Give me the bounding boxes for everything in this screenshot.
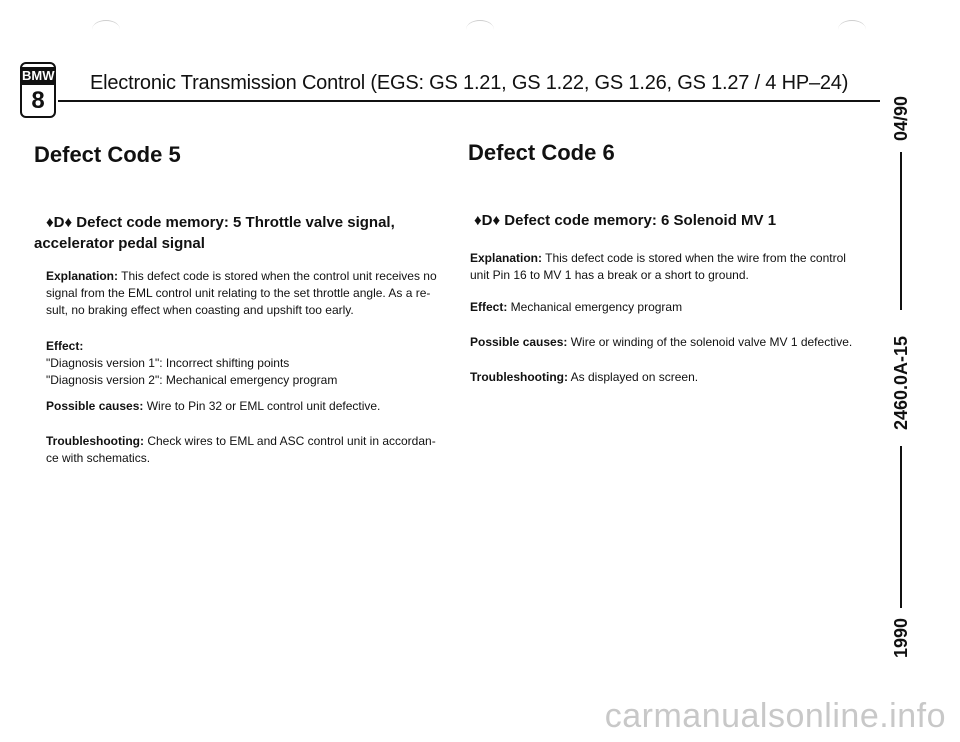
causes-label: Possible causes: bbox=[46, 399, 144, 413]
right-effect: Effect: Mechanical emergency program bbox=[470, 300, 683, 314]
explanation-label: Explanation: bbox=[470, 251, 543, 265]
punch-hole-right bbox=[838, 20, 866, 39]
right-troubleshooting: Troubleshooting: As displayed on screen. bbox=[470, 370, 699, 384]
punch-hole-center bbox=[466, 20, 494, 39]
side-doc-number: 2460.0A-15 bbox=[891, 335, 911, 431]
watermark-text: carmanualsonline.info bbox=[604, 697, 946, 735]
bmw-group-logo bbox=[20, 62, 56, 118]
left-effect: Effect: "Diagnosis version 1": Incorrect shifting points "Diagnosis version 2": Mechanical emergency program bbox=[46, 338, 446, 389]
right-section-title: Defect Code 6 bbox=[468, 140, 615, 165]
explanation-label: Explanation: bbox=[46, 269, 119, 283]
right-explanation: Explanation: This defect code is stored when the wire from the control unit Pin 16 to MV 1 has a break or a short to ground. bbox=[470, 251, 846, 282]
troubleshooting-label: Troubleshooting: bbox=[46, 434, 144, 448]
side-rule-2 bbox=[900, 446, 902, 608]
left-subhead: ♦D♦ Defect code memory: 5 Throttle valve signal, accelerator pedal signal bbox=[34, 214, 395, 252]
troubleshooting-label: Troubleshooting: bbox=[470, 370, 568, 384]
right-causes: Possible causes: Wire or winding of the solenoid valve MV 1 defective. bbox=[470, 335, 853, 349]
page-header-title: Electronic Transmission Control (EGS: GS 1.21, GS 1.22, GS 1.26, GS 1.27 / 4 HP–24) bbox=[90, 72, 849, 94]
effect-label: Effect: bbox=[46, 339, 84, 353]
right-subhead: ♦D♦ Defect code memory: 6 Solenoid MV 1 bbox=[474, 212, 777, 229]
header-divider bbox=[58, 100, 880, 102]
side-rule-1 bbox=[900, 152, 902, 310]
side-date: 04/90 bbox=[891, 95, 911, 141]
left-section-title: Defect Code 5 bbox=[34, 142, 181, 167]
left-causes: Possible causes: Wire to Pin 32 or EML control unit defective. bbox=[46, 399, 381, 413]
side-year: 1990 bbox=[891, 617, 911, 659]
punch-hole-left bbox=[92, 20, 120, 39]
left-troubleshooting: Troubleshooting: Check wires to EML and ASC control unit in accordan- ce with schematics. bbox=[46, 434, 436, 465]
effect-label: Effect: bbox=[470, 300, 508, 314]
left-explanation: Explanation: This defect code is stored when the control unit receives no signal from the EML control unit relating to the set throttle angle. As a re- sult, no braking effect when coasting and upshift too early. bbox=[46, 269, 437, 317]
logo-group-number: 8 bbox=[31, 87, 45, 114]
logo-brand: BMW bbox=[22, 68, 55, 83]
causes-label: Possible causes: bbox=[470, 335, 568, 349]
